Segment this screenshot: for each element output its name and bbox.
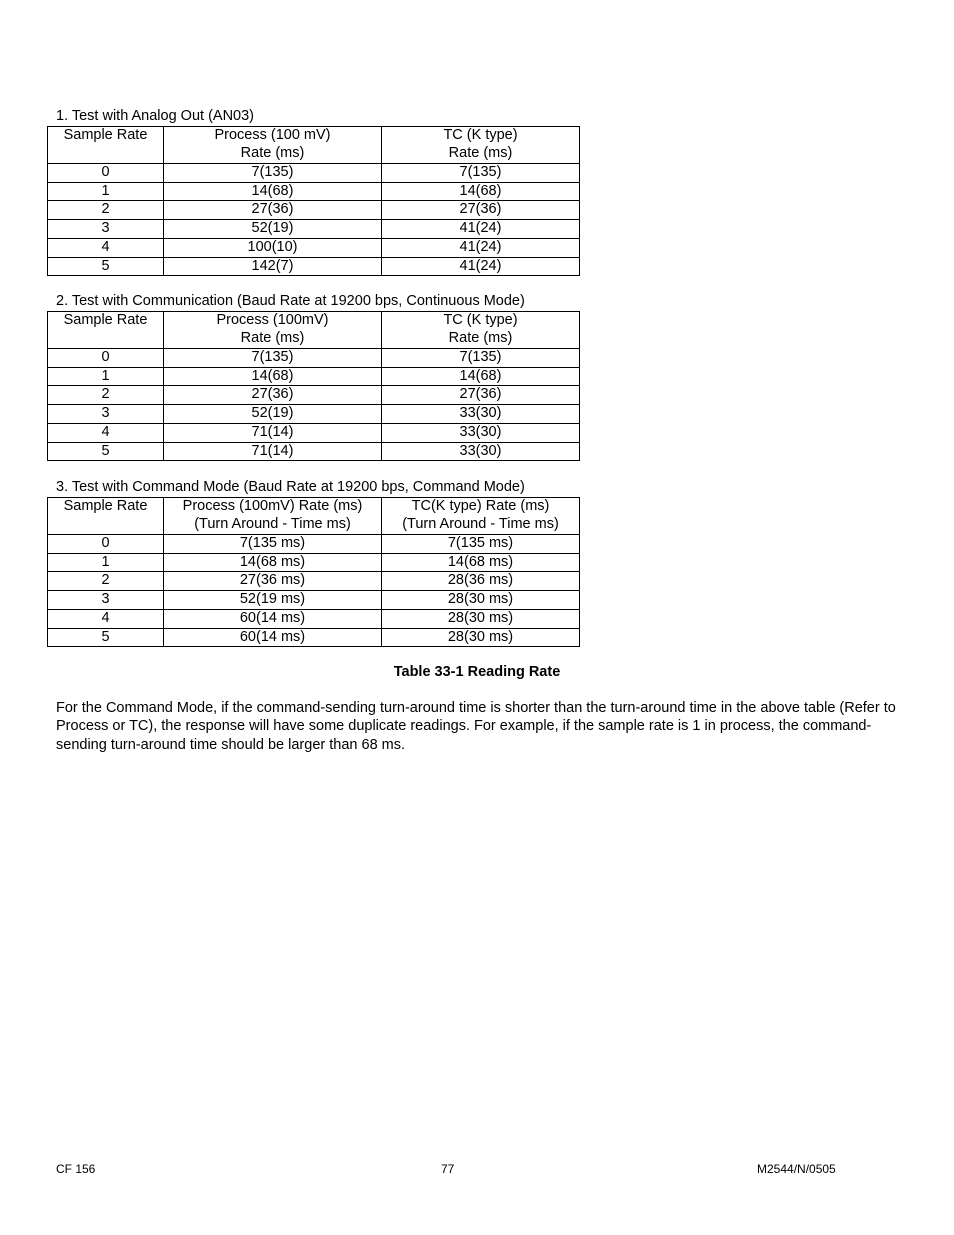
table-cell: 4	[48, 609, 164, 628]
table-cell: 41(24)	[382, 257, 580, 276]
table-cell: 0	[48, 164, 164, 183]
table-cell: 52(19)	[164, 220, 382, 239]
column-header	[164, 312, 382, 349]
table-cell: 1	[48, 367, 164, 386]
table-cell: 60(14 ms)	[164, 609, 382, 628]
table-caption	[0, 663, 954, 681]
table-cell: 5	[48, 628, 164, 647]
table-cell: 7(135)	[164, 349, 382, 368]
table-cell: 0	[48, 535, 164, 554]
table-cell: 14(68 ms)	[382, 553, 580, 572]
table-row	[48, 442, 580, 461]
table-row	[48, 609, 580, 628]
column-header-line: TC(K type) Rate (ms)	[411, 498, 550, 514]
reading-rate-table-communication	[47, 311, 580, 461]
table-header-row	[48, 498, 580, 535]
table-cell: 14(68)	[164, 367, 382, 386]
table-row	[48, 386, 580, 405]
column-header	[48, 498, 164, 535]
reading-rate-table-analog-out	[47, 126, 580, 276]
table-row	[48, 591, 580, 610]
table-cell: 5	[48, 442, 164, 461]
table-cell: 14(68)	[382, 182, 580, 201]
column-header-line: Rate (ms)	[240, 144, 305, 161]
table-cell: 2	[48, 386, 164, 405]
table-cell: 28(30 ms)	[382, 628, 580, 647]
table-cell: 71(14)	[164, 423, 382, 442]
footer-page-number: 77	[441, 1162, 455, 1176]
table-cell: 14(68)	[382, 367, 580, 386]
table-row	[48, 628, 580, 647]
column-header-line: Sample Rate	[63, 127, 148, 143]
table-row	[48, 201, 580, 220]
table-row	[48, 423, 580, 442]
table-row	[48, 553, 580, 572]
table-row	[48, 164, 580, 183]
table-cell: 27(36 ms)	[164, 572, 382, 591]
table-cell: 2	[48, 201, 164, 220]
table-cell: 7(135)	[382, 349, 580, 368]
column-header-line: (Turn Around - Time ms)	[402, 515, 559, 532]
column-header-line: Rate (ms)	[448, 329, 513, 346]
table-cell: 27(36)	[164, 386, 382, 405]
footer-right: M2544/N/0505	[757, 1162, 836, 1176]
column-header	[164, 127, 382, 164]
table-cell: 3	[48, 220, 164, 239]
table-cell: 100(10)	[164, 238, 382, 257]
column-header-line: TC (K type)	[443, 312, 518, 328]
column-header	[48, 127, 164, 164]
table-cell: 33(30)	[382, 442, 580, 461]
table-cell: 142(7)	[164, 257, 382, 276]
column-header	[164, 498, 382, 535]
footer-left: CF 156	[56, 1162, 96, 1176]
table-cell: 60(14 ms)	[164, 628, 382, 647]
command-mode-note: For the Command Mode, if the command-sending turn-around time is shorter than the turn-around time in the above table (Refer to Process or TC), the response will have some duplicate readings. For example, if the sample rate is 1 in process, the command-sending turn-around time should be larger than 68 ms.	[56, 700, 896, 753]
table-cell: 27(36)	[382, 386, 580, 405]
table-row	[48, 238, 580, 257]
table-cell: 5	[48, 257, 164, 276]
column-header-line: Process (100mV)	[216, 312, 329, 328]
table-row	[48, 220, 580, 239]
column-header	[382, 127, 580, 164]
table-cell: 71(14)	[164, 442, 382, 461]
column-header-line: Process (100 mV)	[214, 127, 331, 143]
table-row	[48, 367, 580, 386]
table-row	[48, 535, 580, 554]
table-cell: 14(68 ms)	[164, 553, 382, 572]
table-cell: 1	[48, 182, 164, 201]
section-title-communication: 2. Test with Communication (Baud Rate at 19200 bps, Continuous Mode)	[56, 293, 525, 309]
section-title-command-mode: 3. Test with Command Mode (Baud Rate at 19200 bps, Command Mode)	[56, 479, 525, 495]
column-header-line: Sample Rate	[63, 498, 148, 514]
column-header	[48, 312, 164, 349]
section-title-analog-out: 1. Test with Analog Out (AN03)	[56, 108, 255, 124]
table-cell: 27(36)	[382, 201, 580, 220]
column-header-line: TC (K type)	[443, 127, 518, 143]
column-header	[382, 312, 580, 349]
table-cell: 7(135)	[164, 164, 382, 183]
table-row	[48, 572, 580, 591]
table-cell: 41(24)	[382, 238, 580, 257]
table-cell: 33(30)	[382, 405, 580, 424]
table-cell: 14(68)	[164, 182, 382, 201]
table-cell: 7(135 ms)	[382, 535, 580, 554]
table-cell: 28(36 ms)	[382, 572, 580, 591]
table-cell: 28(30 ms)	[382, 609, 580, 628]
table-cell: 2	[48, 572, 164, 591]
table-cell: 52(19)	[164, 405, 382, 424]
table-header-row	[48, 127, 580, 164]
table-row	[48, 182, 580, 201]
table-cell: 52(19 ms)	[164, 591, 382, 610]
column-header	[382, 498, 580, 535]
column-header-line: Rate (ms)	[240, 329, 305, 346]
table-header-row	[48, 312, 580, 349]
table-cell: 28(30 ms)	[382, 591, 580, 610]
table-cell: 1	[48, 553, 164, 572]
table-row	[48, 349, 580, 368]
table-cell: 33(30)	[382, 423, 580, 442]
table-cell: 0	[48, 349, 164, 368]
table-row	[48, 405, 580, 424]
column-header-line: (Turn Around - Time ms)	[194, 515, 351, 532]
table-cell: 3	[48, 405, 164, 424]
reading-rate-table-command-mode	[47, 497, 580, 647]
table-cell: 7(135)	[382, 164, 580, 183]
table-cell: 7(135 ms)	[164, 535, 382, 554]
table-cell: 4	[48, 423, 164, 442]
table-row	[48, 257, 580, 276]
table-cell: 41(24)	[382, 220, 580, 239]
column-header-line: Process (100mV) Rate (ms)	[182, 498, 363, 514]
column-header-line: Sample Rate	[63, 312, 148, 328]
table-caption-text: Table 33-1 Reading Rate	[393, 664, 561, 680]
column-header-line: Rate (ms)	[448, 144, 513, 161]
table-cell: 3	[48, 591, 164, 610]
table-cell: 27(36)	[164, 201, 382, 220]
table-cell: 4	[48, 238, 164, 257]
